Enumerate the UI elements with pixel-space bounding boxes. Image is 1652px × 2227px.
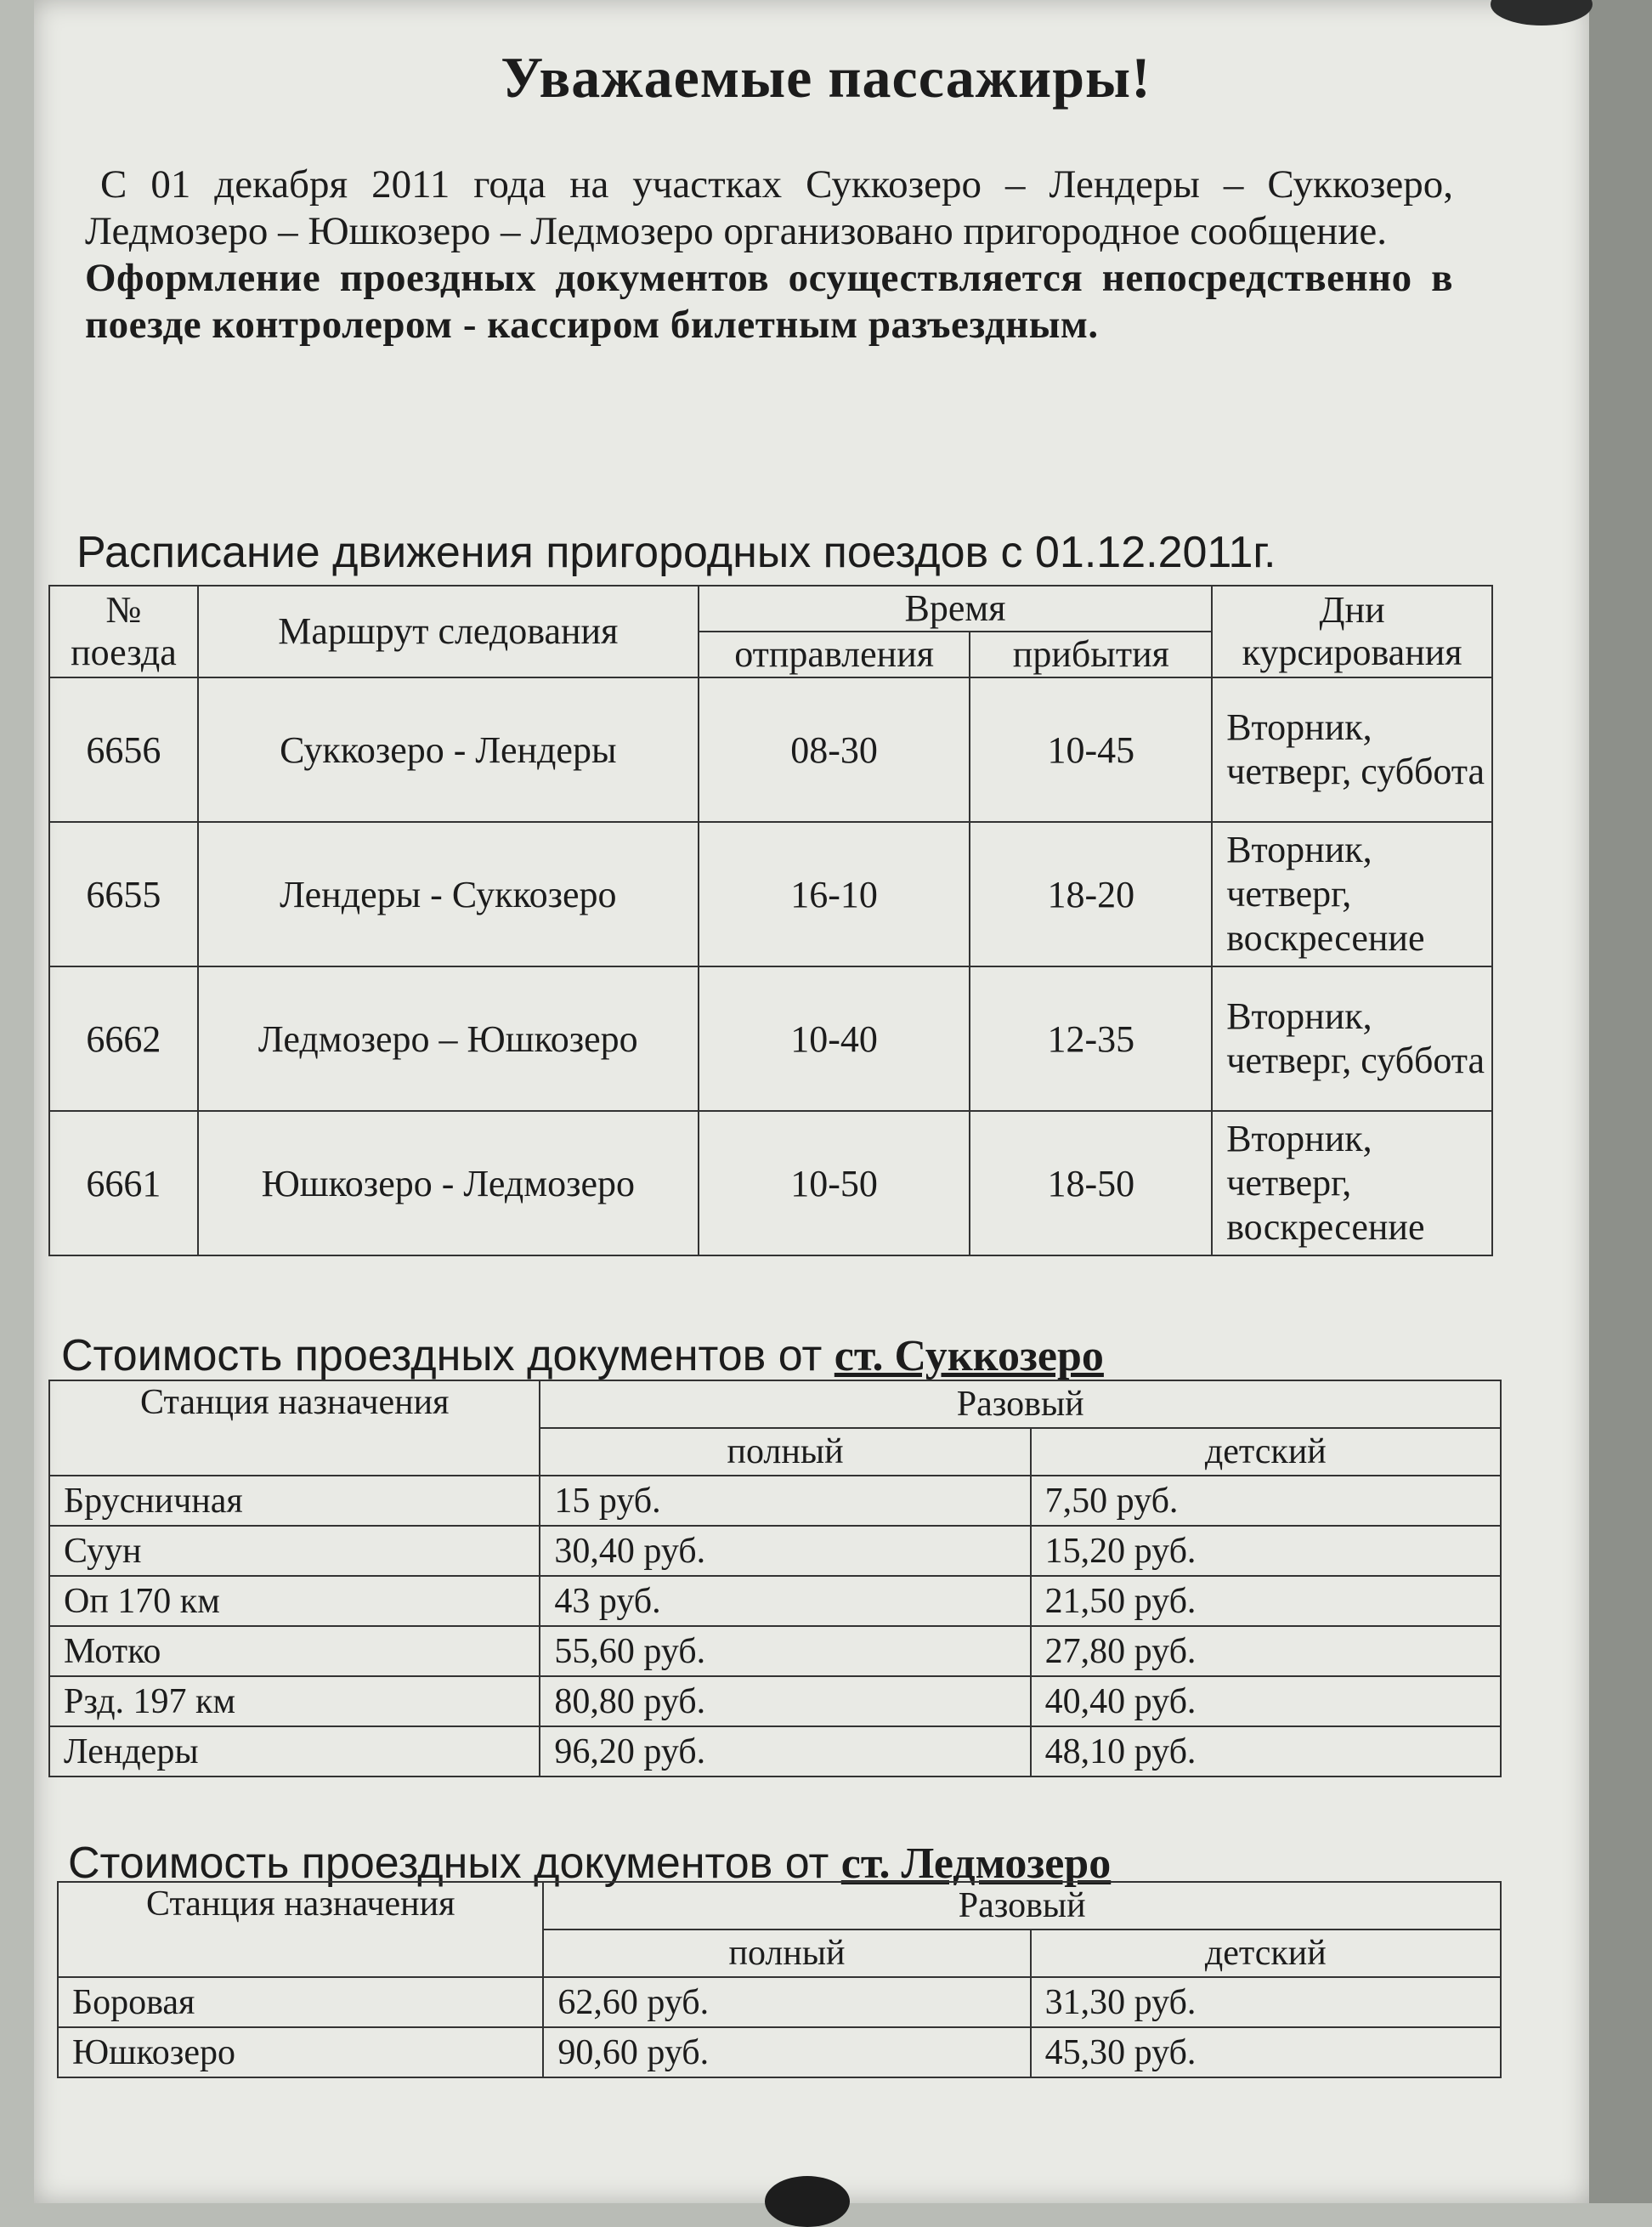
fare-child: 15,20 руб. — [1031, 1526, 1501, 1576]
fare-full: 90,60 руб. — [543, 2027, 1030, 2077]
route: Суккозеро - Лендеры — [198, 677, 699, 822]
table-row — [49, 1726, 1501, 1776]
train-number: 6656 — [49, 677, 198, 822]
operating-days: Вторник, четверг, суббота — [1212, 966, 1492, 1111]
header-days: Дни курсирования — [1212, 586, 1492, 677]
schedule-title: Расписание движения пригородных поездов с 01.12.2011г. — [76, 528, 1276, 577]
fare-child: 27,80 руб. — [1031, 1626, 1501, 1676]
departure-time: 10-40 — [699, 966, 970, 1111]
fare-full: 43 руб. — [540, 1576, 1030, 1626]
station-name: Оп 170 км — [49, 1576, 540, 1626]
arrival-time: 18-50 — [970, 1111, 1212, 1255]
station-name: Мотко — [49, 1626, 540, 1676]
notice-title: Уважаемые пассажиры! — [501, 45, 1151, 110]
intro-text — [85, 162, 1453, 348]
fare-full: 55,60 руб. — [540, 1626, 1030, 1676]
route: Лендеры - Суккозеро — [198, 822, 699, 966]
operating-days: Вторник, четверг, воскресение — [1212, 822, 1492, 966]
header-time: Время — [699, 586, 1212, 632]
table-row — [49, 677, 1492, 822]
header-route: Маршрут следования — [198, 586, 699, 677]
fares-title-prefix: Стоимость проездных документов от — [61, 1331, 834, 1380]
wall-edge — [1589, 0, 1652, 2203]
station-name: Рзд. 197 км — [49, 1676, 540, 1726]
fares-title-station: ст. Суккозеро — [834, 1332, 1104, 1380]
fare-child: 7,50 руб. — [1031, 1476, 1501, 1526]
header-child: детский — [1031, 1930, 1501, 1977]
header-child: детский — [1031, 1428, 1501, 1476]
fares-header-row — [49, 1380, 1501, 1428]
fare-full: 15 руб. — [540, 1476, 1030, 1526]
fares-ledmozero-table — [57, 1881, 1502, 2078]
fares-header-row — [58, 1882, 1501, 1930]
station-name: Суун — [49, 1526, 540, 1576]
table-row — [49, 1676, 1501, 1726]
fares-sukkozero-title — [61, 1330, 1104, 1381]
table-row — [49, 1526, 1501, 1576]
table-row — [49, 1576, 1501, 1626]
header-arrival: прибытия — [970, 632, 1212, 677]
train-number: 6662 — [49, 966, 198, 1111]
station-name: Боровая — [58, 1977, 543, 2027]
arrival-time: 18-20 — [970, 822, 1212, 966]
table-row — [49, 966, 1492, 1111]
operating-days: Вторник, четверг, воскресение — [1212, 1111, 1492, 1255]
header-full: полный — [543, 1930, 1030, 1977]
header-train-no: № поезда — [49, 586, 198, 677]
fare-child: 45,30 руб. — [1031, 2027, 1501, 2077]
header-full: полный — [540, 1428, 1030, 1476]
schedule-table — [48, 585, 1493, 1256]
departure-time: 10-50 — [699, 1111, 970, 1255]
table-row — [49, 822, 1492, 966]
route: Юшкозеро - Ледмозеро — [198, 1111, 699, 1255]
header-departure: отправления — [699, 632, 970, 677]
schedule-header-row — [49, 586, 1492, 632]
departure-time: 08-30 — [699, 677, 970, 822]
pin-bottom — [765, 2176, 850, 2227]
header-single: Разовый — [540, 1380, 1501, 1428]
intro-bold-paragraph: Оформление проездных документов осуществляется непосредственно в поезде контролером - кассиром билетным разъездным. — [85, 256, 1453, 347]
table-row — [49, 1626, 1501, 1676]
table-row — [49, 1476, 1501, 1526]
arrival-time: 12-35 — [970, 966, 1212, 1111]
arrival-time: 10-45 — [970, 677, 1212, 822]
route: Ледмозеро – Юшкозеро — [198, 966, 699, 1111]
table-row — [49, 1111, 1492, 1255]
fare-child: 48,10 руб. — [1031, 1726, 1501, 1776]
train-number: 6661 — [49, 1111, 198, 1255]
fare-child: 31,30 руб. — [1031, 1977, 1501, 2027]
intro-paragraph: С 01 декабря 2011 года на участках Суккозеро – Лендеры – Суккозеро, Ледмозеро – Юшкозеро – Ледмозеро организовано пригородное сообщение. — [85, 162, 1453, 253]
departure-time: 16-10 — [699, 822, 970, 966]
fare-full: 30,40 руб. — [540, 1526, 1030, 1576]
fare-full: 96,20 руб. — [540, 1726, 1030, 1776]
fare-full: 62,60 руб. — [543, 1977, 1030, 2027]
header-station: Станция назначения — [49, 1380, 540, 1476]
table-row — [58, 1977, 1501, 2027]
header-station: Станция назначения — [58, 1882, 543, 1977]
fares-title-station: ст. Ледмозеро — [840, 1839, 1112, 1888]
header-single: Разовый — [543, 1882, 1501, 1930]
table-row — [58, 2027, 1501, 2077]
station-name: Лендеры — [49, 1726, 540, 1776]
fare-full: 80,80 руб. — [540, 1676, 1030, 1726]
train-number: 6655 — [49, 822, 198, 966]
station-name: Юшкозеро — [58, 2027, 543, 2077]
fares-title-prefix: Стоимость проездных документов от — [68, 1839, 841, 1888]
station-name: Брусничная — [49, 1476, 540, 1526]
fares-sukkozero-table — [48, 1380, 1502, 1777]
fare-child: 21,50 руб. — [1031, 1576, 1501, 1626]
operating-days: Вторник, четверг, суббота — [1212, 677, 1492, 822]
fare-child: 40,40 руб. — [1031, 1676, 1501, 1726]
